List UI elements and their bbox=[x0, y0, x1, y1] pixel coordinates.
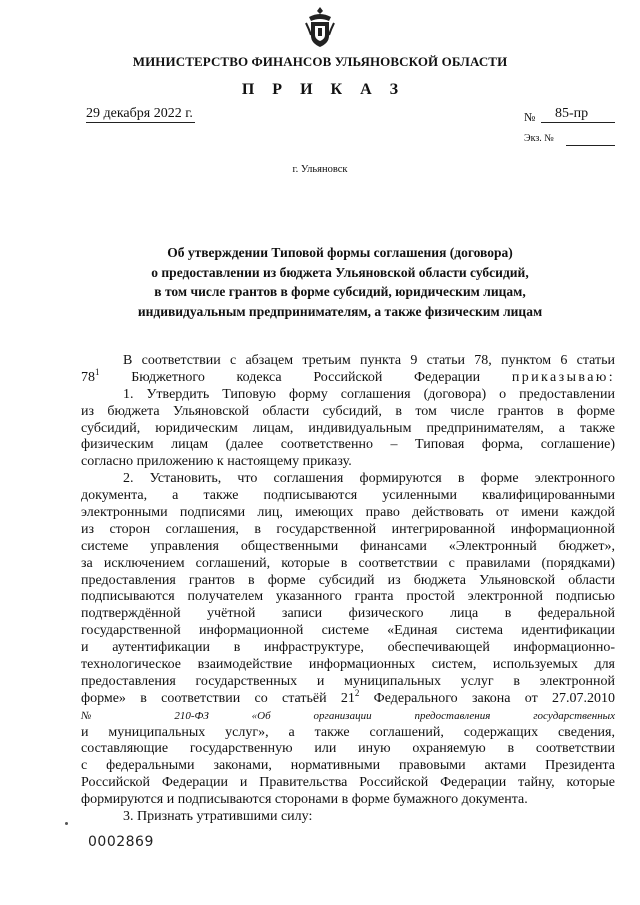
body-line: системе управления общественными финансами «Электронный бюджет», bbox=[81, 538, 615, 554]
body-line: и муниципальных услуг», а также соглашений, содержащих сведения, bbox=[81, 724, 615, 740]
subject-line: о предоставлении из бюджета Ульяновской области субсидий, bbox=[151, 264, 529, 280]
order-verb: приказываю: bbox=[511, 369, 615, 385]
body-line: 3. Признать утратившими силу: bbox=[123, 809, 313, 825]
law-title-line: № 210-ФЗ «Об организации предоставления государственных bbox=[81, 709, 615, 722]
body-line: 1. Утвердить Типовую форму соглашения (договора) о предоставлении bbox=[123, 386, 615, 402]
order-subject bbox=[100, 243, 580, 321]
article-superscript: 1 bbox=[95, 366, 100, 377]
article-number: 78 bbox=[81, 369, 95, 385]
law-date: Федерального закона от 27.07.2010 bbox=[359, 690, 615, 706]
body-line: субсидий, юридическим лицам, индивидуальным предпринимателям, а также bbox=[81, 420, 615, 436]
city: г. Ульяновск bbox=[292, 164, 348, 175]
body-line: подтверждённой учётной записи физического лица в федеральной bbox=[81, 606, 615, 622]
document-type-title: П Р И К А З bbox=[241, 81, 406, 98]
copy-number-label: Экз. № bbox=[524, 133, 554, 144]
law-article: форме» в соответствии со статьёй 21 bbox=[81, 690, 355, 706]
body-line: формируются и подписываются сторонами в форме бумажного документа. bbox=[81, 792, 528, 808]
body-line: составляющие государственную или иную охраняемую в соответствии bbox=[81, 741, 615, 757]
preamble-line bbox=[81, 366, 615, 387]
law-reference-line bbox=[81, 687, 615, 708]
body-line: электронными подписями лиц, имеющих право действовать от имени каждой bbox=[81, 505, 615, 521]
body-line: предоставления государственных и муниципальных услуг в электронной bbox=[81, 673, 615, 689]
body-line: за исключением соглашений, которые в соответствии с правилами (порядками) bbox=[81, 555, 615, 571]
serial-stamp: 0002869 bbox=[88, 834, 154, 850]
law-article-superscript: 2 bbox=[354, 687, 360, 698]
body-line: Российской Федерации и Правительства Российской Федерации тайну, которые bbox=[81, 775, 615, 791]
body-line: технологическое взаимодействие информационных систем, используемых для bbox=[81, 657, 615, 673]
subject-line: в том числе грантов в форме субсидий, юридическим лицам, bbox=[154, 284, 526, 299]
coat-of-arms-emblem bbox=[305, 5, 335, 49]
body-line: документа, а также подписываются усиленными квалифицированными bbox=[81, 488, 615, 504]
body-line: подписываются получателем указанного гранта простой электронной подписью bbox=[81, 589, 615, 605]
order-number: 85-пр bbox=[541, 106, 615, 123]
body-line: предоставления грантов в форме субсидий из бюджета Ульяновской области bbox=[81, 572, 615, 588]
body-line: 2. Установить, что соглашения формируются в форме электронного bbox=[123, 471, 615, 487]
body-line: с федеральными законами, нормативными правовыми актами Президента bbox=[81, 758, 615, 774]
body-line: государственной информационной системе «Единая система идентификации bbox=[81, 623, 615, 639]
subject-line: Об утверждении Типовой формы соглашения (договора) bbox=[167, 245, 513, 260]
subject-line: индивидуальным предпринимателям, а также физическим лицам bbox=[137, 303, 543, 319]
order-date: 29 декабря 2022 г. bbox=[86, 106, 193, 121]
number-label: № bbox=[524, 110, 536, 124]
body-line: В соответствии с абзацем третьим пункта 9 статьи 78, пунктом 6 статьи bbox=[123, 353, 615, 368]
ministry-name: МИНИСТЕРСТВО ФИНАНСОВ УЛЬЯНОВСКОЙ ОБЛАСТИ bbox=[132, 54, 508, 69]
scan-dot bbox=[65, 822, 68, 825]
body-line: из бюджета Ульяновской области субсидий, в том числе грантов в форме bbox=[81, 403, 615, 419]
body-line: согласно приложению к настоящему приказу. bbox=[81, 454, 352, 470]
body-line: и аутентификации в инфраструктуре, обеспечивающей информационно- bbox=[81, 640, 615, 656]
copy-number-line bbox=[566, 145, 615, 146]
body-line: из сторон соглашения, в государственной интегрированной информационной bbox=[81, 521, 615, 537]
order-body bbox=[81, 353, 615, 826]
body-line: физическим лицам (далее соответственно – Типовая форма, соглашение) bbox=[81, 437, 615, 453]
code-reference: Бюджетного кодекса Российской Федерации bbox=[99, 369, 481, 385]
